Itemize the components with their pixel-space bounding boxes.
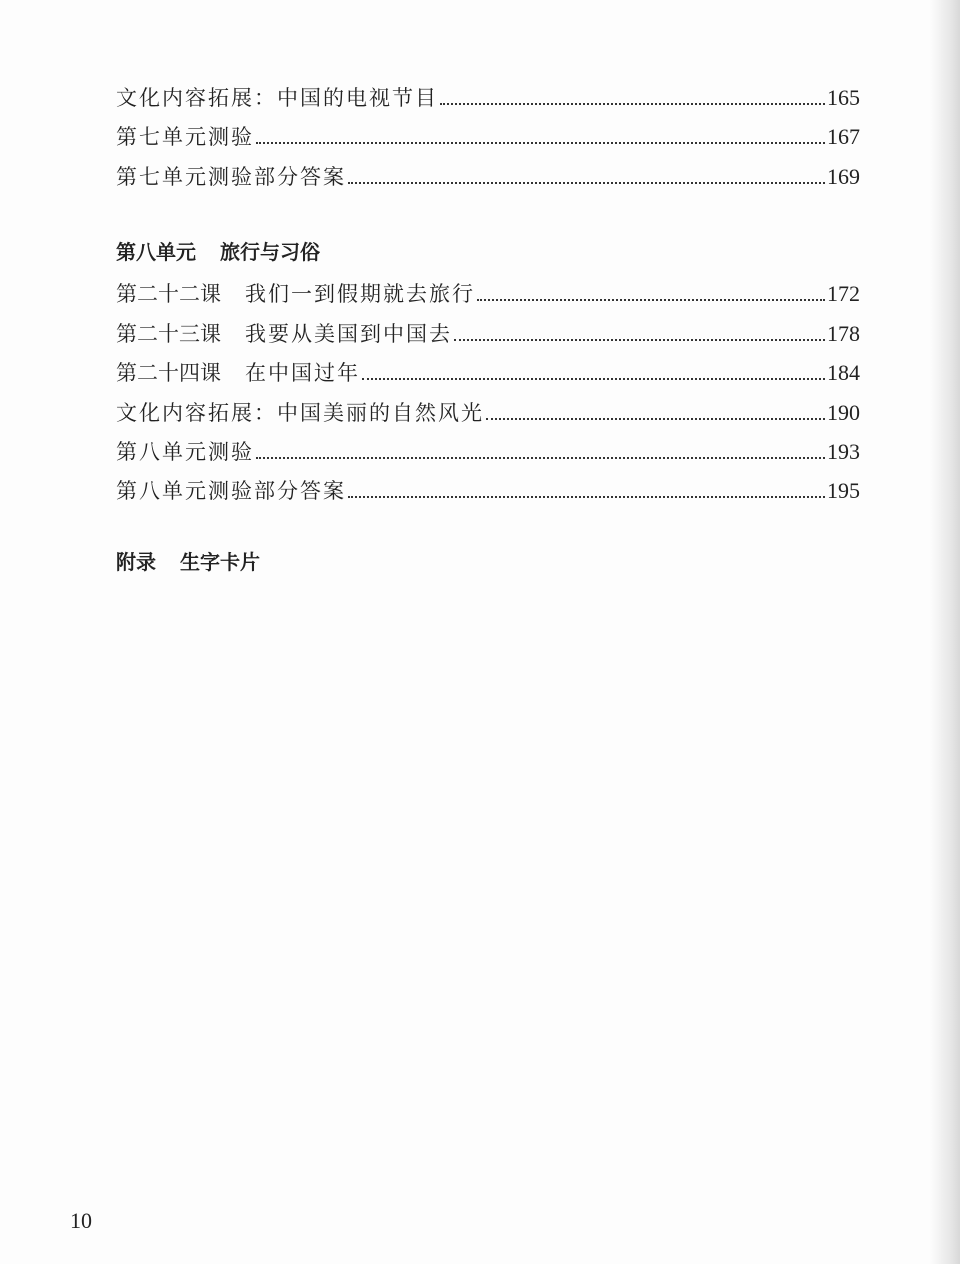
entry-title: 第八单元测验 bbox=[116, 440, 254, 464]
entry-title: 文化内容拓展：中国美丽的自然风光 bbox=[116, 401, 484, 425]
toc-entry[interactable] bbox=[116, 395, 860, 427]
entry-page: 165 bbox=[827, 85, 860, 110]
entry-title: 第七单元测验部分答案 bbox=[116, 165, 346, 189]
toc-entry[interactable] bbox=[116, 276, 860, 308]
toc-entry[interactable] bbox=[116, 80, 860, 112]
lesson-number: 第二十二课 bbox=[116, 282, 221, 306]
unit-label: 第八单元 bbox=[116, 240, 196, 264]
entry-page: 195 bbox=[827, 478, 860, 503]
toc-entry[interactable] bbox=[116, 434, 860, 466]
entry-title: 文化内容拓展：中国的电视节目 bbox=[116, 86, 438, 110]
toc-entry[interactable] bbox=[116, 355, 860, 387]
unit-title: 旅行与习俗 bbox=[220, 240, 320, 264]
entry-title: 我要从美国到中国去 bbox=[245, 322, 452, 346]
dot-leader bbox=[256, 142, 825, 144]
dot-leader bbox=[348, 496, 825, 498]
dot-leader bbox=[362, 378, 825, 380]
dot-leader bbox=[454, 339, 825, 341]
toc-entry[interactable] bbox=[116, 159, 860, 191]
dot-leader bbox=[440, 103, 825, 105]
toc-entry[interactable] bbox=[116, 119, 860, 151]
entry-title: 我们一到假期就去旅行 bbox=[245, 282, 475, 306]
entry-title: 在中国过年 bbox=[245, 361, 360, 385]
page-number: 10 bbox=[70, 1208, 92, 1233]
entry-page: 184 bbox=[827, 360, 860, 385]
entry-title: 第八单元测验部分答案 bbox=[116, 479, 346, 503]
dot-leader bbox=[348, 182, 825, 184]
dot-leader bbox=[486, 418, 825, 420]
entry-page: 178 bbox=[827, 321, 860, 346]
entry-page: 172 bbox=[827, 281, 860, 306]
entry-page: 193 bbox=[827, 439, 860, 464]
lesson-number: 第二十四课 bbox=[116, 361, 221, 385]
dot-leader bbox=[256, 457, 825, 459]
entry-page: 190 bbox=[827, 400, 860, 425]
entry-page: 167 bbox=[827, 124, 860, 149]
appendix-title: 生字卡片 bbox=[180, 550, 260, 574]
appendix-label: 附录 bbox=[116, 550, 156, 574]
entry-title: 第七单元测验 bbox=[116, 125, 254, 149]
lesson-number: 第二十三课 bbox=[116, 322, 221, 346]
appendix-heading bbox=[116, 546, 260, 575]
toc-entry[interactable] bbox=[116, 316, 860, 348]
unit-heading bbox=[116, 236, 320, 265]
entry-page: 169 bbox=[827, 164, 860, 189]
dot-leader bbox=[477, 299, 825, 301]
toc-entry[interactable] bbox=[116, 473, 860, 505]
page-edge-shadow bbox=[930, 0, 960, 1264]
